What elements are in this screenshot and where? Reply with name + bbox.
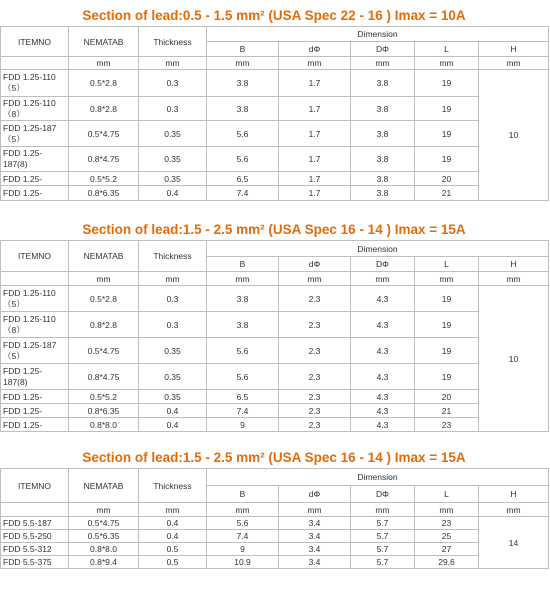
cell-b: 7.4 bbox=[207, 186, 279, 201]
cell-thickness: 0.4 bbox=[139, 517, 207, 530]
table-row bbox=[1, 172, 549, 186]
itemno-text: FDD 1.25-110（8） bbox=[3, 97, 56, 119]
unit-row bbox=[1, 272, 549, 286]
table-row bbox=[1, 543, 549, 556]
table-row bbox=[1, 404, 549, 418]
header-dimension: Dimension bbox=[207, 469, 549, 486]
unit-mm: mm bbox=[139, 57, 207, 70]
cell-l: 29.6 bbox=[415, 556, 479, 569]
cell-l: 19 bbox=[415, 338, 479, 364]
itemno-text: FDD 1.25- bbox=[3, 419, 43, 430]
cell-big-d-phi: 4.3 bbox=[351, 364, 415, 390]
unit-mm: mm bbox=[479, 57, 549, 70]
header-l: L bbox=[415, 42, 479, 57]
cell-big-d-phi: 5.7 bbox=[351, 530, 415, 543]
cell-thickness: 0.4 bbox=[139, 418, 207, 432]
cell-l: 20 bbox=[415, 390, 479, 404]
header-b: B bbox=[207, 486, 279, 503]
header-h: H bbox=[479, 42, 549, 57]
header-thickness: Thickness bbox=[139, 469, 207, 503]
unit-mm: mm bbox=[69, 272, 139, 286]
header-itemno: ITEMNO bbox=[1, 241, 69, 272]
header-big-d-phi: DΦ bbox=[351, 486, 415, 503]
cell-nematab: 0.5*6.35 bbox=[69, 530, 139, 543]
unit-row bbox=[1, 503, 549, 517]
table-row bbox=[1, 312, 549, 338]
cell-thickness: 0.5 bbox=[139, 543, 207, 556]
cell-l: 21 bbox=[415, 186, 479, 201]
cell-b: 3.8 bbox=[207, 97, 279, 121]
cell-itemno bbox=[1, 364, 69, 390]
cell-b: 3.8 bbox=[207, 70, 279, 97]
unit-mm: mm bbox=[415, 503, 479, 517]
unit-mm: mm bbox=[415, 272, 479, 286]
cell-thickness: 0.3 bbox=[139, 97, 207, 121]
header-small-d-phi: dΦ bbox=[279, 42, 351, 57]
cell-thickness: 0.3 bbox=[139, 312, 207, 338]
unit-mm: mm bbox=[351, 57, 415, 70]
cell-l: 19 bbox=[415, 286, 479, 312]
header-big-d-phi: DΦ bbox=[351, 42, 415, 57]
table-row bbox=[1, 390, 549, 404]
cell-nematab: 0.5*2.8 bbox=[69, 286, 139, 312]
cell-l: 27 bbox=[415, 543, 479, 556]
cell-small-d-phi: 1.7 bbox=[279, 186, 351, 201]
cell-big-d-phi: 3.8 bbox=[351, 147, 415, 172]
cell-small-d-phi: 2.3 bbox=[279, 338, 351, 364]
cell-thickness: 0.35 bbox=[139, 338, 207, 364]
table-row bbox=[1, 530, 549, 543]
itemno-text: FDD 1.25-110（5） bbox=[3, 287, 56, 309]
section-title: Section of lead:1.5 - 2.5 mm² (USA Spec 16 - 14 ) Imax = 15A bbox=[0, 220, 548, 240]
table-row bbox=[1, 121, 549, 147]
cell-h-value: 10 bbox=[479, 286, 549, 432]
cell-nematab: 0.8*6.35 bbox=[69, 186, 139, 201]
cell-nematab: 0.8*4.75 bbox=[69, 147, 139, 172]
unit-cell-empty bbox=[1, 503, 69, 517]
table-row bbox=[1, 364, 549, 390]
itemno-text: FDD 1.25- bbox=[3, 173, 43, 184]
header-thickness: Thickness bbox=[139, 27, 207, 57]
table-row bbox=[1, 517, 549, 530]
cell-small-d-phi: 1.7 bbox=[279, 97, 351, 121]
table-row bbox=[1, 418, 549, 432]
cell-big-d-phi: 4.3 bbox=[351, 404, 415, 418]
itemno-text: FDD 5.5-187 bbox=[3, 518, 52, 528]
spec-section bbox=[0, 448, 548, 569]
cell-nematab: 0.8*9.4 bbox=[69, 556, 139, 569]
cell-thickness: 0.35 bbox=[139, 390, 207, 404]
cell-thickness: 0.35 bbox=[139, 172, 207, 186]
spec-table bbox=[0, 468, 549, 569]
cell-l: 19 bbox=[415, 312, 479, 338]
table-row bbox=[1, 186, 549, 201]
table-row bbox=[1, 147, 549, 172]
cell-b: 6.5 bbox=[207, 172, 279, 186]
unit-mm: mm bbox=[279, 503, 351, 517]
cell-small-d-phi: 1.7 bbox=[279, 147, 351, 172]
cell-big-d-phi: 5.7 bbox=[351, 556, 415, 569]
cell-small-d-phi: 2.3 bbox=[279, 364, 351, 390]
header-nematab: NEMATAB bbox=[69, 469, 139, 503]
table-row bbox=[1, 70, 549, 97]
header-h: H bbox=[479, 486, 549, 503]
cell-small-d-phi: 3.4 bbox=[279, 530, 351, 543]
section-title: Section of lead:1.5 - 2.5 mm² (USA Spec 16 - 14 ) Imax = 15A bbox=[0, 448, 548, 468]
cell-itemno bbox=[1, 556, 69, 569]
cell-l: 19 bbox=[415, 364, 479, 390]
table-row bbox=[1, 556, 549, 569]
cell-big-d-phi: 3.8 bbox=[351, 186, 415, 201]
unit-mm: mm bbox=[351, 503, 415, 517]
cell-b: 7.4 bbox=[207, 530, 279, 543]
spec-table bbox=[0, 240, 549, 432]
unit-mm: mm bbox=[415, 57, 479, 70]
header-h: H bbox=[479, 257, 549, 272]
cell-itemno bbox=[1, 390, 69, 404]
cell-thickness: 0.5 bbox=[139, 556, 207, 569]
unit-mm: mm bbox=[279, 57, 351, 70]
cell-itemno bbox=[1, 418, 69, 432]
cell-itemno bbox=[1, 517, 69, 530]
itemno-text: FDD 5.5-375 bbox=[3, 557, 52, 567]
cell-nematab: 0.5*4.75 bbox=[69, 338, 139, 364]
cell-itemno bbox=[1, 70, 69, 97]
cell-small-d-phi: 3.4 bbox=[279, 556, 351, 569]
itemno-text: FDD 1.25- bbox=[3, 391, 43, 402]
cell-thickness: 0.35 bbox=[139, 364, 207, 390]
cell-itemno bbox=[1, 338, 69, 364]
cell-thickness: 0.35 bbox=[139, 121, 207, 147]
cell-nematab: 0.8*8.0 bbox=[69, 418, 139, 432]
unit-cell-empty bbox=[1, 57, 69, 70]
cell-nematab: 0.5*2.8 bbox=[69, 70, 139, 97]
cell-itemno bbox=[1, 147, 69, 172]
itemno-text: FDD 1.25- bbox=[3, 188, 43, 198]
cell-nematab: 0.8*4.75 bbox=[69, 364, 139, 390]
itemno-text: FDD 1.25-110（8） bbox=[3, 313, 56, 335]
cell-b: 5.6 bbox=[207, 147, 279, 172]
itemno-text: FDD 1.25-187（5） bbox=[3, 122, 57, 144]
cell-thickness: 0.4 bbox=[139, 530, 207, 543]
cell-b: 3.8 bbox=[207, 312, 279, 338]
cell-thickness: 0.3 bbox=[139, 286, 207, 312]
cell-big-d-phi: 4.3 bbox=[351, 338, 415, 364]
spec-section bbox=[0, 6, 548, 201]
header-nematab: NEMATAB bbox=[69, 241, 139, 272]
cell-b: 5.6 bbox=[207, 121, 279, 147]
header-b: B bbox=[207, 257, 279, 272]
cell-nematab: 0.8*2.8 bbox=[69, 97, 139, 121]
table-row bbox=[1, 286, 549, 312]
cell-small-d-phi: 3.4 bbox=[279, 543, 351, 556]
header-small-d-phi: dΦ bbox=[279, 486, 351, 503]
cell-l: 25 bbox=[415, 530, 479, 543]
itemno-text: FDD 5.5-250 bbox=[3, 531, 52, 541]
cell-small-d-phi: 2.3 bbox=[279, 404, 351, 418]
itemno-text: FDD 1.25-110（5） bbox=[3, 72, 56, 93]
cell-nematab: 0.5*4.75 bbox=[69, 121, 139, 147]
header-dimension: Dimension bbox=[207, 27, 549, 42]
cell-big-d-phi: 3.8 bbox=[351, 97, 415, 121]
header-dimension: Dimension bbox=[207, 241, 549, 257]
header-itemno: ITEMNO bbox=[1, 27, 69, 57]
header-b: B bbox=[207, 42, 279, 57]
cell-nematab: 0.5*5.2 bbox=[69, 390, 139, 404]
header-thickness: Thickness bbox=[139, 241, 207, 272]
cell-itemno bbox=[1, 186, 69, 201]
cell-big-d-phi: 3.8 bbox=[351, 70, 415, 97]
cell-nematab: 0.5*4.75 bbox=[69, 517, 139, 530]
header-row bbox=[1, 241, 549, 257]
cell-itemno bbox=[1, 286, 69, 312]
unit-mm: mm bbox=[207, 503, 279, 517]
header-row bbox=[1, 27, 549, 42]
table-row bbox=[1, 338, 549, 364]
cell-small-d-phi: 3.4 bbox=[279, 517, 351, 530]
cell-small-d-phi: 2.3 bbox=[279, 286, 351, 312]
itemno-text: FDD 1.25-187(8) bbox=[3, 365, 43, 387]
unit-mm: mm bbox=[479, 503, 549, 517]
table-row bbox=[1, 97, 549, 121]
unit-cell-empty bbox=[1, 272, 69, 286]
cell-big-d-phi: 4.3 bbox=[351, 312, 415, 338]
cell-nematab: 0.8*8.0 bbox=[69, 543, 139, 556]
cell-itemno bbox=[1, 172, 69, 186]
cell-itemno bbox=[1, 543, 69, 556]
cell-big-d-phi: 4.3 bbox=[351, 286, 415, 312]
cell-h-value: 10 bbox=[479, 70, 549, 201]
header-nematab: NEMATAB bbox=[69, 27, 139, 57]
cell-small-d-phi: 2.3 bbox=[279, 418, 351, 432]
cell-l: 21 bbox=[415, 404, 479, 418]
cell-b: 5.6 bbox=[207, 517, 279, 530]
cell-small-d-phi: 1.7 bbox=[279, 70, 351, 97]
cell-small-d-phi: 2.3 bbox=[279, 390, 351, 404]
cell-big-d-phi: 4.3 bbox=[351, 418, 415, 432]
unit-mm: mm bbox=[139, 503, 207, 517]
cell-b: 7.4 bbox=[207, 404, 279, 418]
cell-b: 5.6 bbox=[207, 338, 279, 364]
section-title: Section of lead:0.5 - 1.5 mm² (USA Spec 22 - 16 ) Imax = 10A bbox=[0, 6, 548, 26]
unit-mm: mm bbox=[207, 272, 279, 286]
itemno-text: FDD 1.25- bbox=[3, 405, 43, 416]
cell-thickness: 0.4 bbox=[139, 186, 207, 201]
unit-mm: mm bbox=[69, 503, 139, 517]
cell-itemno bbox=[1, 97, 69, 121]
cell-l: 19 bbox=[415, 121, 479, 147]
header-l: L bbox=[415, 486, 479, 503]
cell-itemno bbox=[1, 121, 69, 147]
cell-l: 19 bbox=[415, 70, 479, 97]
cell-itemno bbox=[1, 312, 69, 338]
cell-b: 9 bbox=[207, 543, 279, 556]
header-itemno: ITEMNO bbox=[1, 469, 69, 503]
cell-small-d-phi: 2.3 bbox=[279, 312, 351, 338]
spec-table bbox=[0, 26, 549, 201]
cell-nematab: 0.8*2.8 bbox=[69, 312, 139, 338]
header-big-d-phi: DΦ bbox=[351, 257, 415, 272]
cell-small-d-phi: 1.7 bbox=[279, 172, 351, 186]
cell-thickness: 0.35 bbox=[139, 147, 207, 172]
cell-big-d-phi: 5.7 bbox=[351, 543, 415, 556]
itemno-text: FDD 1.25-187（5） bbox=[3, 339, 57, 361]
header-l: L bbox=[415, 257, 479, 272]
unit-mm: mm bbox=[279, 272, 351, 286]
cell-big-d-phi: 5.7 bbox=[351, 517, 415, 530]
cell-b: 3.8 bbox=[207, 286, 279, 312]
cell-small-d-phi: 1.7 bbox=[279, 121, 351, 147]
cell-big-d-phi: 4.3 bbox=[351, 390, 415, 404]
unit-mm: mm bbox=[207, 57, 279, 70]
cell-l: 20 bbox=[415, 172, 479, 186]
cell-big-d-phi: 3.8 bbox=[351, 172, 415, 186]
cell-itemno bbox=[1, 404, 69, 418]
cell-l: 19 bbox=[415, 147, 479, 172]
cell-b: 6.5 bbox=[207, 390, 279, 404]
itemno-text: FDD 5.5-312 bbox=[3, 544, 52, 554]
unit-mm: mm bbox=[69, 57, 139, 70]
unit-mm: mm bbox=[479, 272, 549, 286]
cell-b: 10.9 bbox=[207, 556, 279, 569]
cell-l: 19 bbox=[415, 97, 479, 121]
unit-row bbox=[1, 57, 549, 70]
cell-big-d-phi: 3.8 bbox=[351, 121, 415, 147]
cell-l: 23 bbox=[415, 418, 479, 432]
header-row bbox=[1, 469, 549, 486]
unit-mm: mm bbox=[351, 272, 415, 286]
itemno-text: FDD 1.25-187(8) bbox=[3, 148, 43, 169]
cell-l: 23 bbox=[415, 517, 479, 530]
cell-nematab: 0.8*6.35 bbox=[69, 404, 139, 418]
cell-h-value: 14 bbox=[479, 517, 549, 569]
cell-thickness: 0.4 bbox=[139, 404, 207, 418]
unit-mm: mm bbox=[139, 272, 207, 286]
cell-b: 5.6 bbox=[207, 364, 279, 390]
cell-nematab: 0.5*5.2 bbox=[69, 172, 139, 186]
spec-section bbox=[0, 220, 548, 432]
header-small-d-phi: dΦ bbox=[279, 257, 351, 272]
cell-itemno bbox=[1, 530, 69, 543]
cell-thickness: 0.3 bbox=[139, 70, 207, 97]
cell-b: 9 bbox=[207, 418, 279, 432]
